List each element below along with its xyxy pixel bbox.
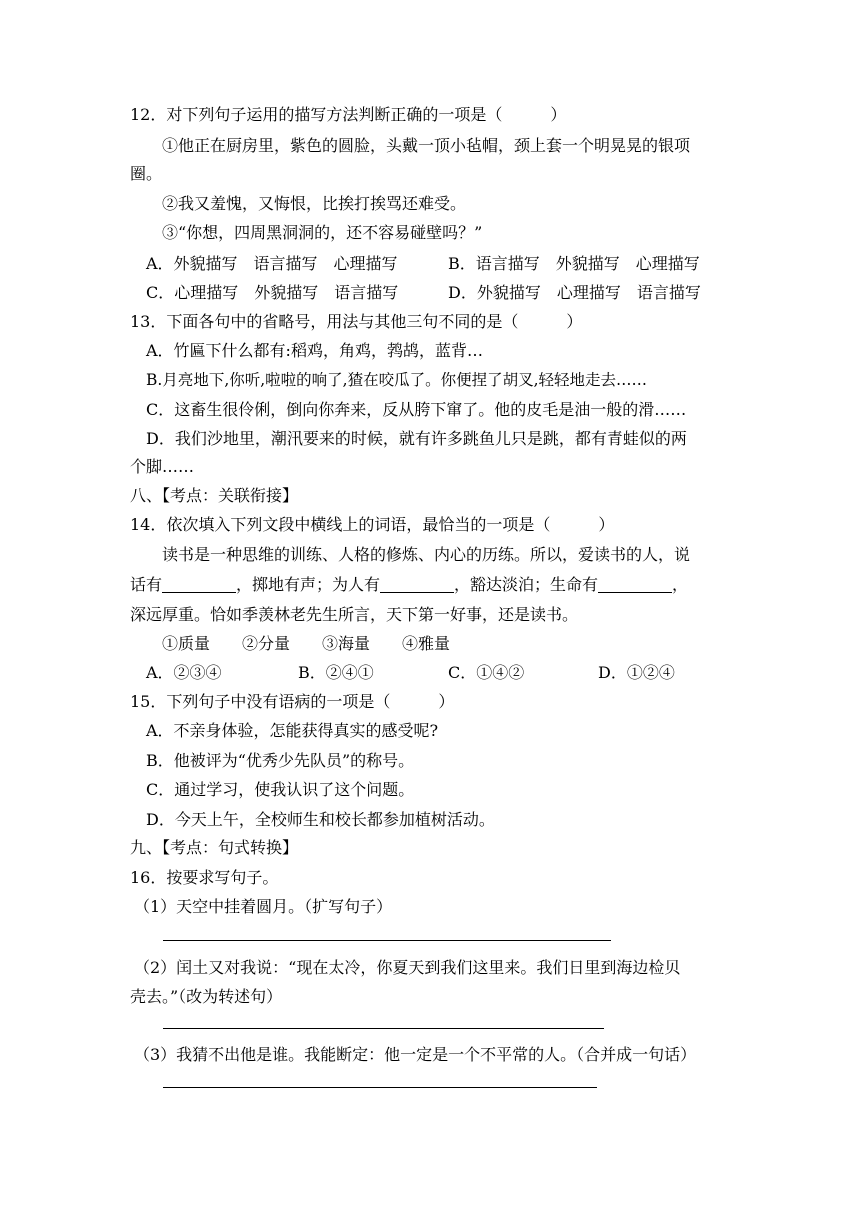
q16-item-2: （2）闰土又对我说：“现在太冷，你夏天到我们这里来。我们日里到海边检贝 [134,958,681,977]
q14-option-c: C．①④② [448,663,525,682]
q16-item-1: （1）天空中挂着圆月。（扩写句子） [134,897,393,916]
q13-option-c: C．这畜生很伶俐，倒向你奔来，反从胯下窜了。他的皮毛是油一般的滑…… [146,400,687,419]
q16-answer-line-1[interactable] [163,940,611,941]
q14-blank-1[interactable] [162,576,236,593]
q12-sentence-1: ①他正在厨房里，紫色的圆脸，头戴一顶小毡帽，颈上套一个明晃晃的银项 [162,136,691,155]
q16-item-3: （3）我猜不出他是谁。我能断定：他一定是一个不平常的人。（合并成一句话） [134,1045,697,1064]
q14-passage-2: 话有 ，掷地有声；为人有 ，豁达淡泊；生命有 ， [130,575,689,594]
section-8-heading: 八、【考点：关联衔接】 [130,486,299,505]
q16-stem: 16．按要求写句子。 [130,868,279,887]
q12-option-c: C．心理描写 外貌描写 语言描写 [146,283,399,302]
q13-option-d-cont: 个脚…… [130,457,195,476]
q14-blank-2[interactable] [380,576,454,593]
q15-option-d: D．今天上午，全校师生和校长都参加植树活动。 [146,810,495,829]
q14-passage-3: 深远厚重。恰如季羡林老先生所言，天下第一好事，还是读书。 [130,605,579,624]
q13-option-d: D．我们沙地里，潮汛要来的时候，就有许多跳鱼儿只是跳，都有青蛙似的两 [146,429,687,448]
q13-option-b: B.月亮地下,你听,啦啦的响了,猹在咬瓜了。你便捏了胡叉,轻轻地走去…… [146,371,648,389]
q14-blank-3[interactable] [598,576,672,593]
q15-option-b: B．他被评为“优秀少先队员”的称号。 [146,751,415,770]
q13-option-a: A．竹匾下什么都有:稻鸡，角鸡，鹁鸪，蓝背… [146,341,483,360]
q15-stem: 15．下列句子中没有语病的一项是（ ） [130,692,455,711]
q14-passage-1: 读书是一种思维的训练、人格的修炼、内心的历练。所以，爱读书的人，说 [162,545,691,564]
q14-option-d: D．①②④ [598,663,675,682]
q12-option-b: B．语言描写 外貌描写 心理描写 [448,254,700,273]
section-9-heading: 九、【考点：句式转换】 [130,838,299,857]
q12-option-d: D．外貌描写 心理描写 语言描写 [448,283,701,302]
q12-sentence-1-cont: 圈。 [130,164,163,183]
q14-word-choices: ①质量 ②分量 ③海量 ④雅量 [162,634,451,653]
q12-stem: 12．对下列句子运用的描写方法判断正确的一项是（ ） [130,105,567,124]
q16-answer-line-3[interactable] [163,1087,597,1088]
q14-stem: 14．依次填入下列文段中横线上的词语，最恰当的一项是（ ） [130,515,615,534]
q12-sentence-2: ②我又羞愧，又悔恨，比挨打挨骂还难受。 [162,194,467,213]
q12-sentence-3: ③“你想，四周黑洞洞的，还不容易碰壁吗？” [162,223,483,242]
q12-option-a: A．外貌描写 语言描写 心理描写 [146,254,398,273]
q16-item-2-cont: 壳去。”（改为转述句） [130,987,283,1006]
q15-option-c: C．通过学习，使我认识了这个问题。 [146,780,415,799]
q14-option-a: A．②③④ [146,663,222,682]
q14-option-b: B．②④① [298,663,374,682]
q15-option-a: A．不亲身体验，怎能获得真实的感受呢? [146,721,439,740]
q16-answer-line-2[interactable] [163,1028,604,1029]
q13-stem: 13．下面各句中的省略号，用法与其他三句不同的是（ ） [130,312,583,331]
